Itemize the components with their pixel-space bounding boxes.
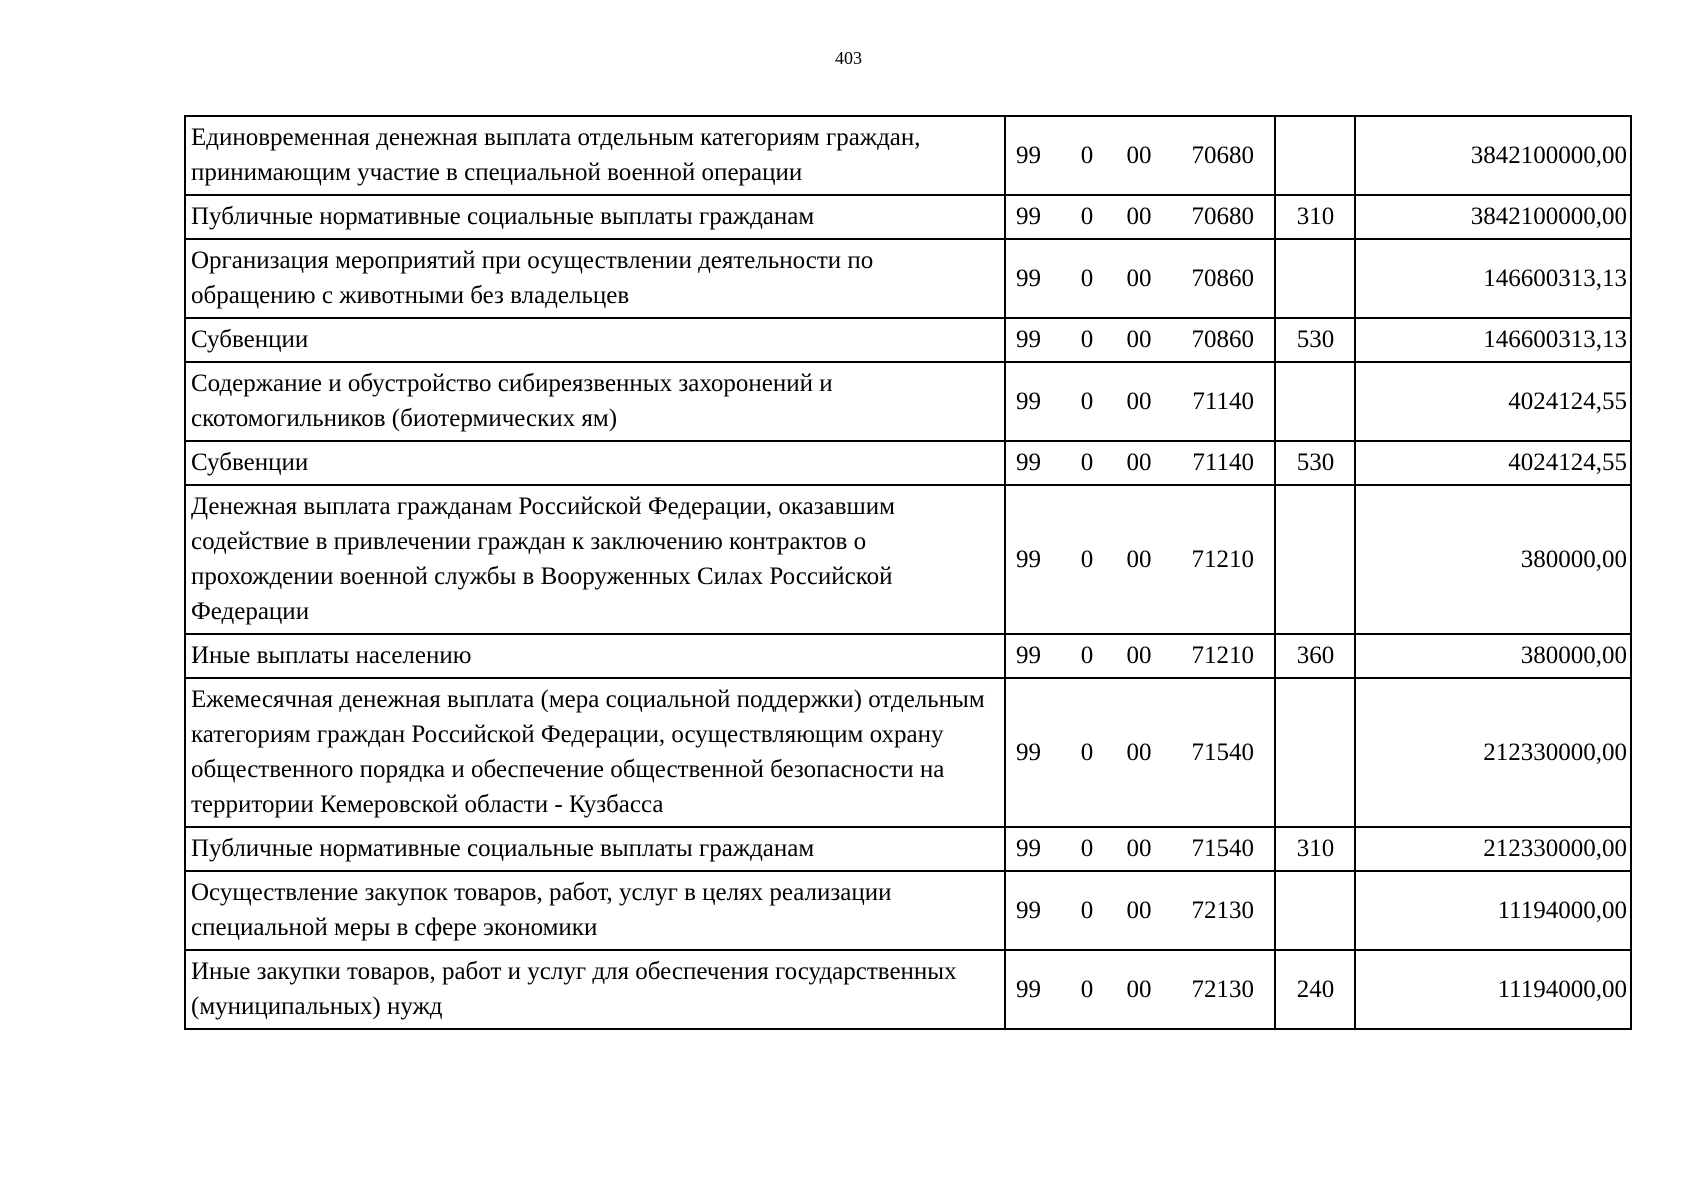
row-code-cell <box>1005 362 1275 441</box>
table-row <box>185 485 1631 634</box>
row-name-cell: Денежная выплата гражданам Российской Федерации, оказавшим содействие в привлечении граждан к заключению контрактов о прохождении военной службы в Вооруженных Силах Российской Федерации <box>185 485 1005 634</box>
row-code-cell <box>1005 485 1275 634</box>
row-sum-cell: 4024124,55 <box>1355 441 1631 485</box>
row-name-cell: Субвенции <box>185 318 1005 362</box>
code-number: 71210 <box>1191 545 1254 573</box>
row-expense-type-cell: 240 <box>1275 950 1355 1029</box>
code-group: 00 <box>1126 642 1152 669</box>
row-code-cell <box>1005 441 1275 485</box>
code-group: 00 <box>1126 326 1152 353</box>
code-program: 99 <box>1016 264 1041 292</box>
code-group: 00 <box>1126 975 1152 1003</box>
row-name-cell: Публичные нормативные социальные выплаты гражданам <box>185 827 1005 871</box>
code-subprogram: 0 <box>1080 835 1094 862</box>
table-row <box>185 871 1631 950</box>
table-row <box>185 239 1631 318</box>
table-row <box>185 441 1631 485</box>
table-row <box>185 678 1631 827</box>
code-segments <box>1016 972 1270 1007</box>
code-segments <box>1016 199 1270 234</box>
code-group: 00 <box>1126 738 1152 766</box>
row-code-cell <box>1005 634 1275 678</box>
row-name-cell: Единовременная денежная выплата отдельным категориям граждан, принимающим участие в специальной военной операции <box>185 116 1005 195</box>
row-expense-type-cell: 360 <box>1275 634 1355 678</box>
row-expense-type-cell: 310 <box>1275 827 1355 871</box>
code-group: 00 <box>1126 835 1152 862</box>
row-sum-cell: 146600313,13 <box>1355 318 1631 362</box>
row-sum-cell: 212330000,00 <box>1355 678 1631 827</box>
row-name-cell: Иные закупки товаров, работ и услуг для обеспечения государственных (муниципальных) нужд <box>185 950 1005 1029</box>
code-subprogram: 0 <box>1080 141 1094 169</box>
code-number: 71210 <box>1191 642 1254 669</box>
row-code-cell <box>1005 116 1275 195</box>
row-expense-type-cell <box>1275 678 1355 827</box>
row-name-cell: Субвенции <box>185 441 1005 485</box>
code-number: 71540 <box>1191 738 1254 766</box>
code-program: 99 <box>1016 387 1041 415</box>
table-row <box>185 827 1631 871</box>
code-segments <box>1016 542 1270 577</box>
table-row <box>185 116 1631 195</box>
code-segments <box>1016 735 1270 770</box>
row-expense-type-cell: 310 <box>1275 195 1355 239</box>
code-subprogram: 0 <box>1080 738 1094 766</box>
code-group: 00 <box>1126 141 1152 169</box>
row-sum-cell: 146600313,13 <box>1355 239 1631 318</box>
code-program: 99 <box>1016 975 1041 1003</box>
row-expense-type-cell <box>1275 362 1355 441</box>
code-program: 99 <box>1016 545 1041 573</box>
code-segments <box>1016 384 1270 419</box>
table-row <box>185 362 1631 441</box>
code-subprogram: 0 <box>1080 896 1094 924</box>
code-group: 00 <box>1126 545 1152 573</box>
row-sum-cell: 212330000,00 <box>1355 827 1631 871</box>
code-program: 99 <box>1016 642 1041 669</box>
table-row <box>185 318 1631 362</box>
code-subprogram: 0 <box>1080 203 1094 230</box>
row-name-cell: Публичные нормативные социальные выплаты гражданам <box>185 195 1005 239</box>
row-sum-cell: 380000,00 <box>1355 485 1631 634</box>
code-number: 70680 <box>1191 203 1254 230</box>
code-segments <box>1016 893 1270 928</box>
code-subprogram: 0 <box>1080 264 1094 292</box>
row-expense-type-cell <box>1275 239 1355 318</box>
page-number: 403 <box>835 48 862 68</box>
code-program: 99 <box>1016 449 1041 476</box>
row-name-cell: Содержание и обустройство сибиреязвенных захоронений и скотомогильников (биотермических ям) <box>185 362 1005 441</box>
table-row <box>185 950 1631 1029</box>
code-subprogram: 0 <box>1080 326 1094 353</box>
row-code-cell <box>1005 318 1275 362</box>
row-sum-cell: 11194000,00 <box>1355 950 1631 1029</box>
row-name-cell: Организация мероприятий при осуществлении деятельности по обращению с животными без владельцев <box>185 239 1005 318</box>
code-program: 99 <box>1016 326 1041 353</box>
code-subprogram: 0 <box>1080 449 1094 476</box>
code-program: 99 <box>1016 835 1041 862</box>
code-segments <box>1016 831 1270 866</box>
code-subprogram: 0 <box>1080 975 1094 1003</box>
row-expense-type-cell <box>1275 485 1355 634</box>
code-segments <box>1016 322 1270 357</box>
code-subprogram: 0 <box>1080 387 1094 415</box>
code-group: 00 <box>1126 387 1152 415</box>
table-row <box>185 634 1631 678</box>
code-number: 72130 <box>1191 975 1254 1003</box>
row-code-cell <box>1005 678 1275 827</box>
code-segments <box>1016 138 1270 173</box>
row-expense-type-cell: 530 <box>1275 318 1355 362</box>
code-program: 99 <box>1016 141 1041 169</box>
row-code-cell <box>1005 871 1275 950</box>
code-number: 70860 <box>1191 326 1254 353</box>
row-name-cell: Осуществление закупок товаров, работ, услуг в целях реализации специальной меры в сфере экономики <box>185 871 1005 950</box>
code-segments <box>1016 261 1270 296</box>
code-number: 70680 <box>1191 141 1254 169</box>
code-number: 71140 <box>1192 387 1254 415</box>
row-name-cell: Иные выплаты населению <box>185 634 1005 678</box>
row-code-cell <box>1005 239 1275 318</box>
row-expense-type-cell <box>1275 871 1355 950</box>
row-sum-cell: 380000,00 <box>1355 634 1631 678</box>
row-sum-cell: 3842100000,00 <box>1355 195 1631 239</box>
code-subprogram: 0 <box>1080 545 1094 573</box>
code-number: 71140 <box>1192 449 1254 476</box>
code-segments <box>1016 638 1270 673</box>
code-group: 00 <box>1126 449 1152 476</box>
code-segments <box>1016 445 1270 480</box>
row-sum-cell: 3842100000,00 <box>1355 116 1631 195</box>
code-program: 99 <box>1016 896 1041 924</box>
code-number: 72130 <box>1191 896 1254 924</box>
row-code-cell <box>1005 827 1275 871</box>
code-group: 00 <box>1126 264 1152 292</box>
row-expense-type-cell: 530 <box>1275 441 1355 485</box>
code-program: 99 <box>1016 738 1041 766</box>
code-subprogram: 0 <box>1080 642 1094 669</box>
code-number: 70860 <box>1191 264 1254 292</box>
budget-table <box>184 115 1632 1030</box>
row-expense-type-cell <box>1275 116 1355 195</box>
row-name-cell: Ежемесячная денежная выплата (мера социальной поддержки) отдельным категориям граждан Российской Федерации, осуществляющим охрану общественного порядка и обеспечение общественной безопасности на территории Кемеровской области - Кузбасса <box>185 678 1005 827</box>
row-code-cell <box>1005 950 1275 1029</box>
row-sum-cell: 4024124,55 <box>1355 362 1631 441</box>
code-number: 71540 <box>1191 835 1254 862</box>
row-code-cell <box>1005 195 1275 239</box>
code-program: 99 <box>1016 203 1041 230</box>
budget-table-body <box>185 116 1631 1029</box>
code-group: 00 <box>1126 203 1152 230</box>
code-group: 00 <box>1126 896 1152 924</box>
table-row <box>185 195 1631 239</box>
row-sum-cell: 11194000,00 <box>1355 871 1631 950</box>
